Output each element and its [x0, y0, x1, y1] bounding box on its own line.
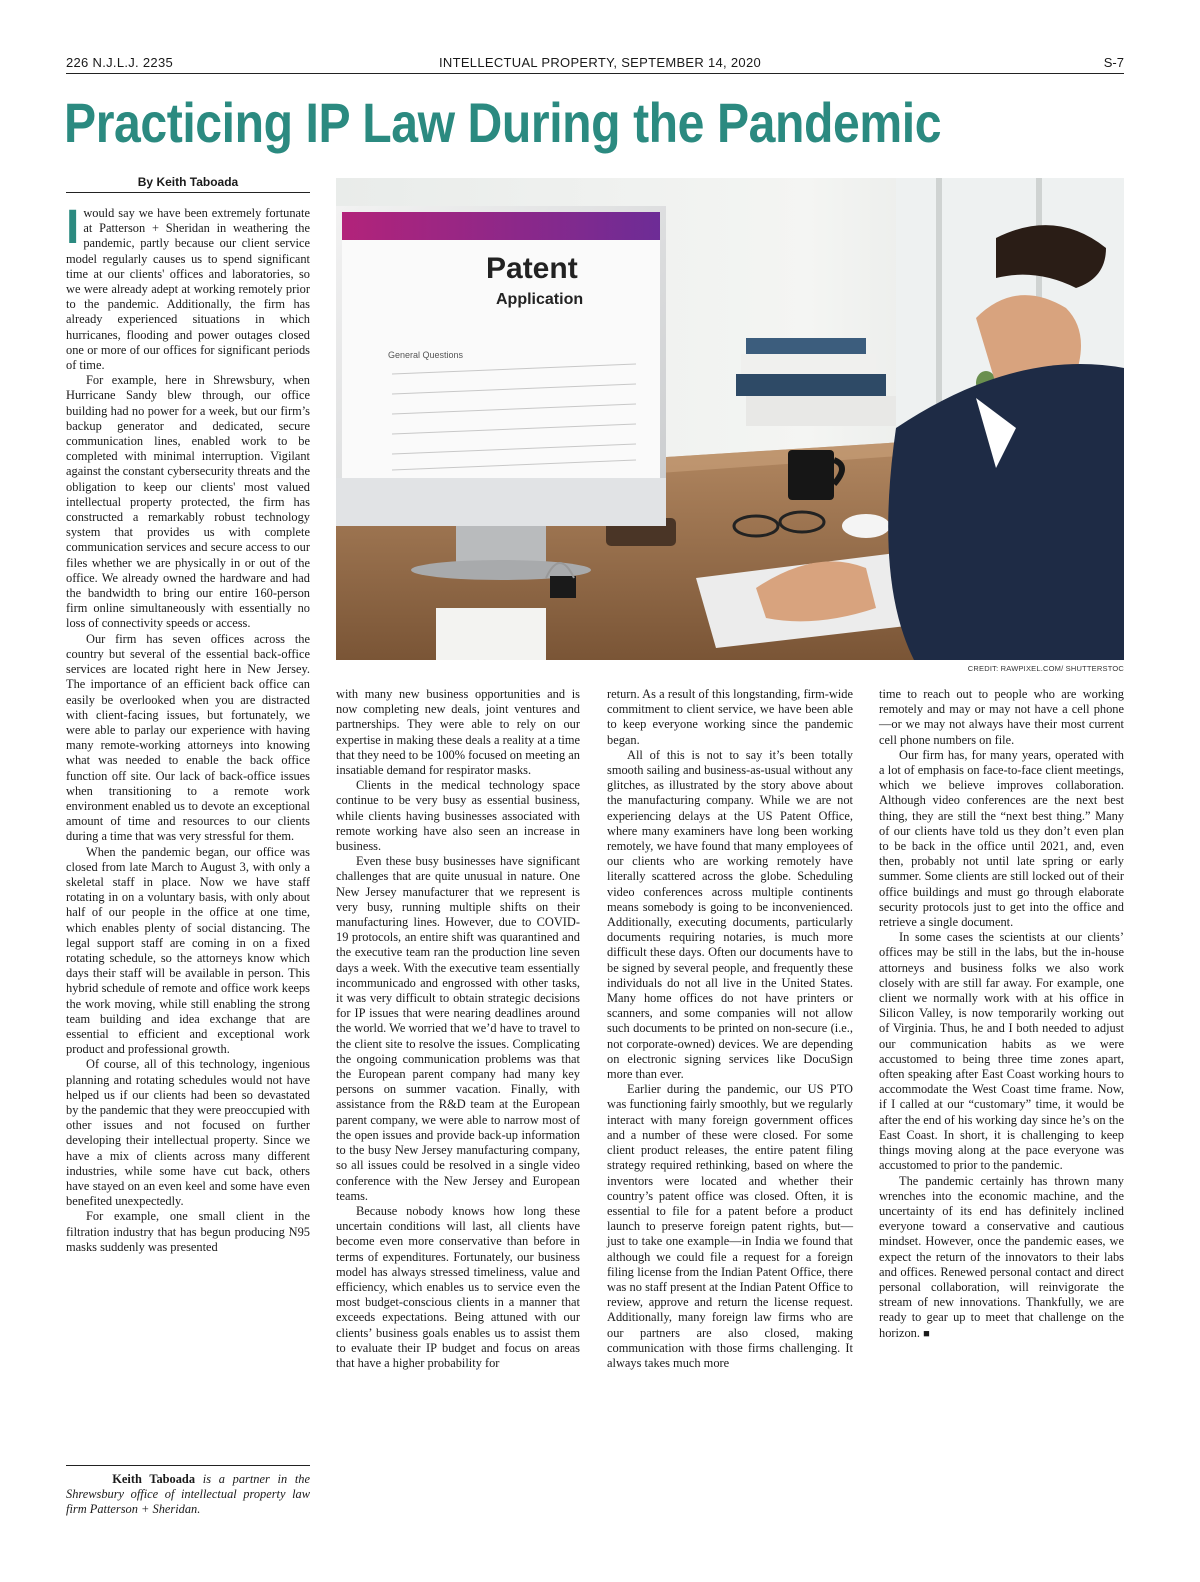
article-column-1: [66, 201, 310, 1255]
article-column-3: [607, 687, 853, 1371]
paragraph: Our firm has seven offices across the country but several of the essential back-office services are located right here in New Jersey. The importance of an efficient back office can easily be overlooked when you are distracted with client-facing issues, but fortunately, we were able to parlay our experience with having many remote-working attorneys into knowing what was needed to enable the back office function off site. Our lack of back-office issues when transitioning to a remote work environment enabled us to devote an exceptional amount of time and resources to our clients during a time that was very stressful for them.: [66, 631, 310, 844]
article-headline: Practicing IP Law During the Pandemic: [64, 91, 942, 154]
paragraph: For example, here in Shrewsbury, when Hurricane Sandy blew through, our office building had no power for a week, but our firm’s backup generator and dedicated, secure communication lines, enabled work to be completed with minimal interruption. Vigilant against the constant cybersecurity threats and the obligation to keep our clients' most valued intellectual property protected, the firm has constructed a remarkably robust technology system that provides us with complete communication services and secure access to our files whether we are physically in or out of the office. We already owned the hardware and had the bandwidth to bring our entire 160-person firm online simultaneously with essentially no loss of connectivity speeds or access.: [66, 373, 310, 631]
author-description: is a partner in the Shrewsbury office of intellectual property law firm Patterson + Sheridan.: [66, 1472, 310, 1517]
byline-divider: [66, 192, 310, 193]
article-photo: [336, 178, 1124, 660]
paragraph: with many new business opportunities and is now completing new deals, joint ventures and partnerships. They were able to rely on our expertise in making these deals a reality at a time that they need to be 100% focused on meeting an insatiable demand for respirator masks.: [336, 687, 580, 778]
paragraph: Earlier during the pandemic, our US PTO was functioning fairly smoothly, but we regularly interact with many foreign government offices and a number of these were closed. For some client product releases, the entire patent filing strategy required rethinking, based on where the inventors were located and whether their country’s patent office was closed. Often, it is essential to file for a patent before a product launch to preserve foreign patent rights, but—just to take one example—in India we found that although we could file a request for a foreign filing license from the Indian Patent Office, there was no staff present at the Indian Patent Office to review, approve and return the license request. Additionally, many foreign law firms who are our partners are also closed, making communication with those firms challenging. It always takes much more: [607, 1082, 853, 1370]
paragraph: time to reach out to people who are working remotely and may or may not have a cell phone—or we may not always have their most current cell phone numbers on file.: [879, 687, 1124, 747]
photo-illustration: [336, 178, 1124, 660]
page-number: S-7: [1103, 55, 1124, 70]
page-folio-left: 226 N.J.L.J. 2235: [66, 55, 173, 70]
article-column-4: [879, 687, 1124, 1342]
end-mark: ■: [923, 1327, 930, 1340]
header-divider: [66, 73, 1124, 74]
books-stack: [736, 374, 886, 396]
paragraph: Our firm has, for many years, operated with a lot of emphasis on face-to-face client meetings, which we believe improves collaboration. Although video conferences are the next best thing, they are still the “next best thing.” Many of our clients have told us they don’t even plan to be back in the office until 2021, and, even then, probably not until late spring or early summer. Some clients are still locked out of their office buildings and must go through elaborate security protocols just to get into the office and retrieve a single document.: [879, 747, 1124, 930]
paragraph: Clients in the medical technology space continue to be very busy as essential business, while clients having businesses associated with remote working have also seen an increase in business.: [336, 778, 580, 854]
author-name: Keith Taboada: [112, 1472, 196, 1486]
screen-title: Patent: [486, 252, 578, 285]
paragraph: For example, one small client in the filtration industry that has begun producing N95 masks suddenly was presented: [66, 1209, 310, 1254]
drop-cap: I: [66, 201, 80, 254]
paragraph: All of this is not to say it’s been totally smooth sailing and business-as-usual without any glitches, as illustrated by the story above about the manufacturing company. While we are not experiencing delays at the US Patent Office, where many examiners have long been working remotely, we have found that many employees of our clients who are working remotely have literally scattered across the globe. Scheduling video conferences across multiple continents means somebody is going to be inconvenienced. Additionally, executing documents, particularly documents requiring notaries, is much more difficult these days. Often our documents have to be signed by several people, and frequently these individuals do not all live in the United States. Many home offices do not have printers or scanners, and some companies will not allow such documents to be printed on non-secure (i.e., not corporate-owned) devices. We are depending on electronic signing services like DocuSign more than ever.: [607, 747, 853, 1082]
author-bio: [66, 1472, 310, 1518]
paragraph: Iwould say we have been extremely fortunate at Patterson + Sheridan in weathering the pandemic, partly because our client service model regularly causes us to spend significant time at our clients' offices and laboratories, so we were already adept at working remotely prior to the pandemic. Additionally, the firm has already experienced situations in which hurricanes, flooding and power outages closed one or more of our offices for significant periods of time.: [66, 201, 310, 373]
screen-subtitle: Application: [496, 291, 584, 308]
section-date-header: INTELLECTUAL PROPERTY, SEPTEMBER 14, 2020: [438, 55, 761, 70]
form-section-label: General Questions: [388, 350, 464, 360]
paragraph: return. As a result of this longstanding, firm-wide commitment to client service, we have been able to keep everyone working since the pandemic began.: [607, 687, 853, 747]
binder-clip: [550, 576, 576, 598]
paragraph: Of course, all of this technology, ingenious planning and rotating schedules would not have helped us if our clients had been so devastated by the pandemic that they were preoccupied with other issues and not focused on further developing their intellectual property. Since we have a mix of clients across many different industries, while some have cut back, others have stayed on an even keel and some have even benefited unexpectedly.: [66, 1057, 310, 1209]
byline: By Keith Taboada: [137, 175, 239, 189]
paragraph: When the pandemic began, our office was closed from late March to August 3, with only a skeletal staff in place. Now we have staff rotating in on a voluntary basis, with only about half of our people in the office at one time, which enables plenty of social distancing. The legal support staff are coming in on a fixed rotating schedule, so the attorneys know which days their staff will be available in person. This hybrid schedule of remote and office work keeps the work moving, while still enabling the strong team building and idea exchange that are essential to efficient and exceptional work product and professional growth.: [66, 844, 310, 1057]
paragraph: Even these busy businesses have significant challenges that are quite unusual in nature. One New Jersey manufacturer that we represent is very busy, running multiple shifts on their manufacturing lines. However, due to COVID-19 protocols, an entire shift was quarantined and the executive team ran the production line seven days a week. With the executive team essentially incommunicado and engrossed with other tasks, it was very difficult to obtain strategic decisions for IP issues that were nearing deadlines around the world. We worried that we’d have to travel to the client site to resolve the issues. Complicating the ongoing communication problems was that the European parent company had many key persons on summer vacation. Finally, with assistance from the R&D team at the European parent company, we were able to narrow most of the open issues and provide back-up information to the busy New Jersey manufacturing company, so all issues could be resolved in a single video conference with the New Jersey and European teams.: [336, 854, 580, 1203]
paragraph: Because nobody knows how long these uncertain conditions will last, all clients have become even more conservative than before in terms of expenditures. Fortunately, our business model has always stressed timeliness, value and efficiency, which enables us to service even the most budget-conscious clients in a manner that exceeds expectations. Being attuned with our clients’ business goals enables us to assist them to evaluate their IP budget and focus on areas that have a higher probability for: [336, 1203, 580, 1370]
coffee-mug: [788, 450, 834, 500]
bio-divider: [66, 1465, 310, 1466]
paragraph: The pandemic certainly has thrown many wrenches into the economic machine, and the uncertainty of its end has definitely inclined everyone toward a conservative and cautious mindset. However, once the pandemic eases, we expect the return of the innovators to their labs and offices. Renewed personal contact and direct personal collaboration, will reinvigorate the stream of new innovations. Thankfully, we are ready to gear up to meet that challenge on the horizon. ■: [879, 1173, 1124, 1340]
article-column-2: [336, 687, 580, 1371]
paragraph: In some cases the scientists at our clients’ offices may be still in the labs, but the in-house attorneys and business folks we also work closely with are still far away. For example, one client we normally work with at his office in Silicon Valley, is now temporarily working out of Virginia. Thus, he and I both needed to adjust our communication habits as we were accustomed to being three time zones apart, often speaking after East Coast working hours to accommodate the West Coast time frame. Now, if I called at our “customary” time, it would be after the end of his working day since he’s on the East Coast. In short, it is challenging to keep things moving along at the pace everyone was accustomed to prior to the pandemic.: [879, 930, 1124, 1173]
photo-credit: CREDIT: RAWPIXEL.COM/ SHUTTERSTOC: [967, 664, 1124, 673]
